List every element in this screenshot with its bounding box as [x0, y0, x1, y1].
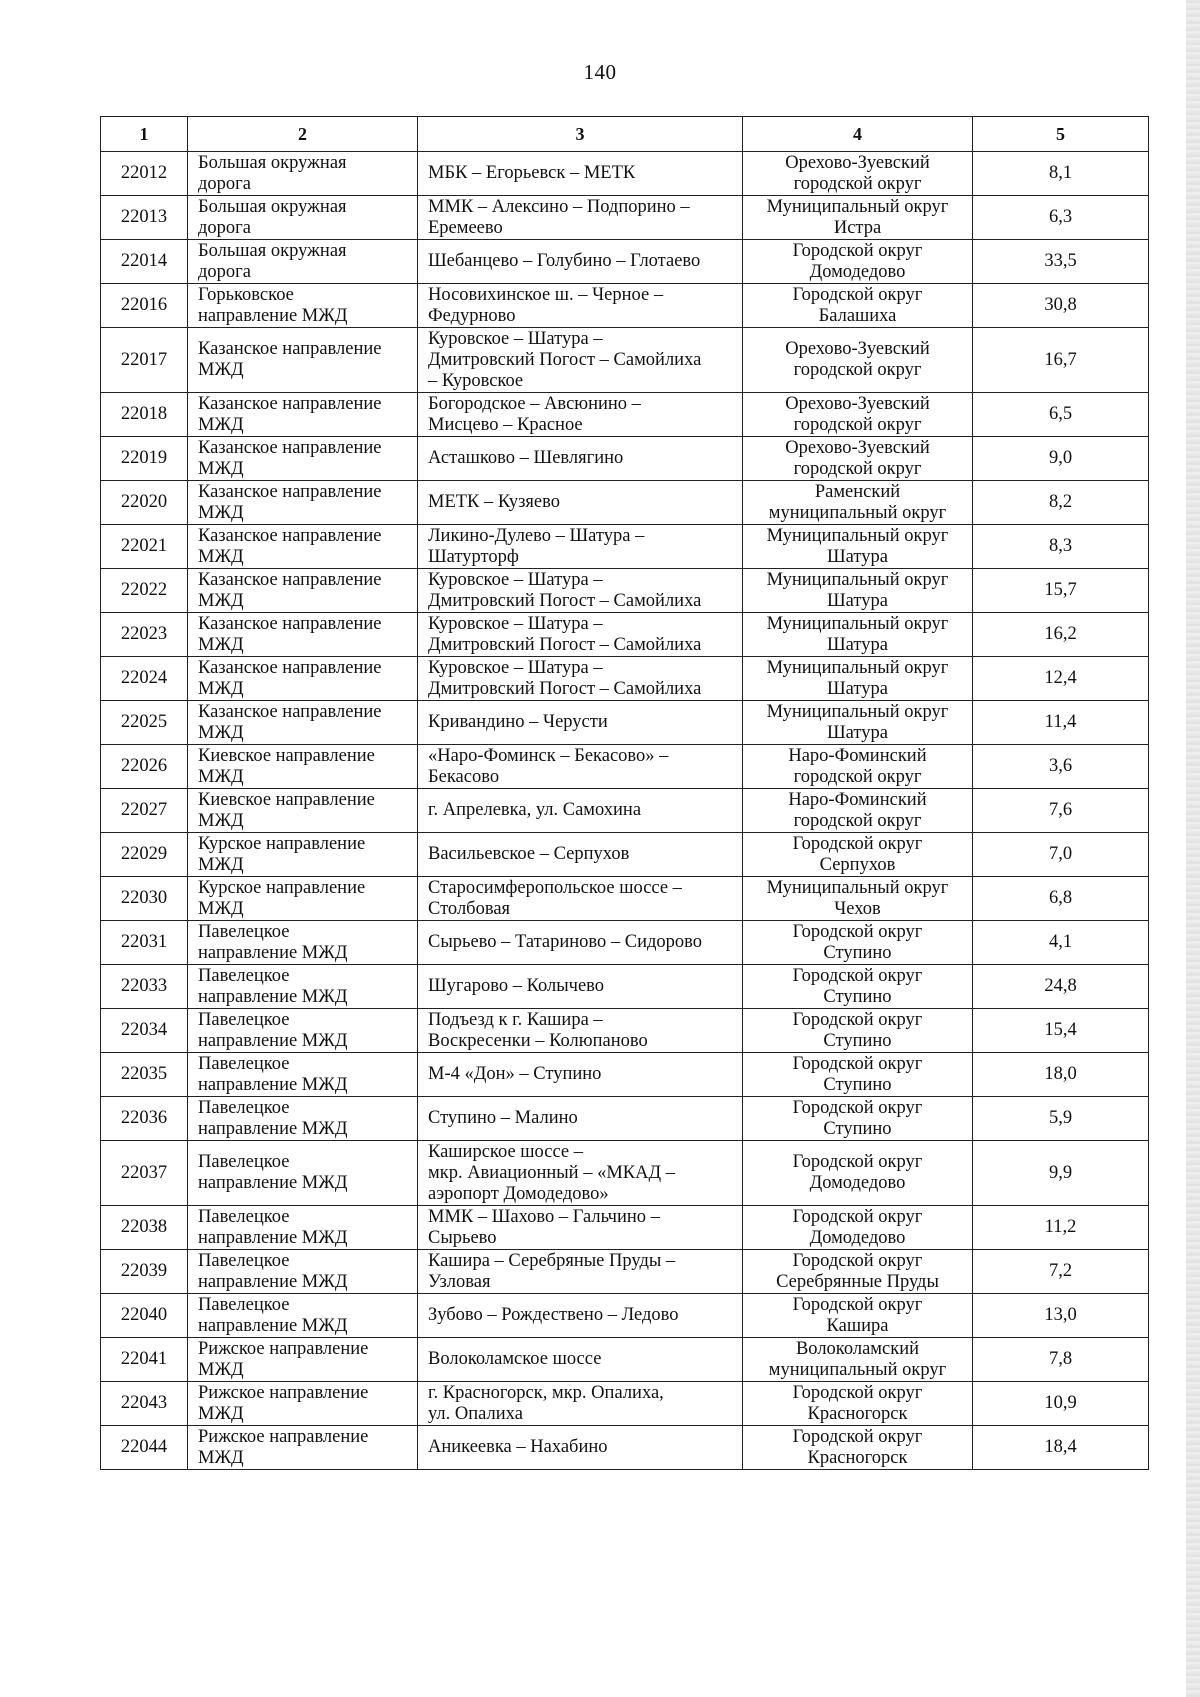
table-row [101, 152, 1149, 196]
district-cell: Городской округ Домодедово [743, 1206, 973, 1250]
code-cell: 22022 [101, 569, 188, 613]
direction-cell: Павелецкое направление МЖД [188, 965, 418, 1009]
table-row [101, 525, 1149, 569]
route-cell: Волоколамское шоссе [418, 1338, 743, 1382]
route-cell: ММК – Шахово – Гальчино – Сырьево [418, 1206, 743, 1250]
district-cell: Городской округ Красногорск [743, 1382, 973, 1426]
code-cell: 22024 [101, 657, 188, 701]
direction-cell: Павелецкое направление МЖД [188, 1206, 418, 1250]
length-cell: 11,2 [973, 1206, 1149, 1250]
route-cell: Аникеевка – Нахабино [418, 1426, 743, 1470]
table-row [101, 1250, 1149, 1294]
code-cell: 22027 [101, 789, 188, 833]
district-cell: Муниципальный округ Истра [743, 196, 973, 240]
direction-cell: Большая окружная дорога [188, 152, 418, 196]
direction-cell: Казанское направление МЖД [188, 437, 418, 481]
route-cell: Подъезд к г. Кашира – Воскресенки – Колюпаново [418, 1009, 743, 1053]
table-header-row [101, 117, 1149, 152]
district-cell: Наро-Фоминский городской округ [743, 745, 973, 789]
code-cell: 22016 [101, 284, 188, 328]
length-cell: 6,5 [973, 393, 1149, 437]
length-cell: 9,9 [973, 1141, 1149, 1206]
route-cell: г. Красногорск, мкр. Опалиха, ул. Опалиха [418, 1382, 743, 1426]
route-cell: Ступино – Малино [418, 1097, 743, 1141]
code-cell: 22030 [101, 877, 188, 921]
length-cell: 7,6 [973, 789, 1149, 833]
route-cell: Кривандино – Черусти [418, 701, 743, 745]
code-cell: 22034 [101, 1009, 188, 1053]
code-cell: 22044 [101, 1426, 188, 1470]
district-cell: Городской округ Балашиха [743, 284, 973, 328]
district-cell: Городской округ Ступино [743, 965, 973, 1009]
length-cell: 11,4 [973, 701, 1149, 745]
table-row [101, 240, 1149, 284]
code-cell: 22041 [101, 1338, 188, 1382]
direction-cell: Большая окружная дорога [188, 196, 418, 240]
table-row [101, 437, 1149, 481]
code-cell: 22039 [101, 1250, 188, 1294]
route-cell: МБК – Егорьевск – МЕТК [418, 152, 743, 196]
route-cell: Богородское – Авсюнино – Мисцево – Красное [418, 393, 743, 437]
table-row [101, 833, 1149, 877]
direction-cell: Киевское направление МЖД [188, 745, 418, 789]
district-cell: Орехово-Зуевский городской округ [743, 393, 973, 437]
direction-cell: Казанское направление МЖД [188, 393, 418, 437]
district-cell: Муниципальный округ Шатура [743, 613, 973, 657]
length-cell: 15,7 [973, 569, 1149, 613]
length-cell: 18,4 [973, 1426, 1149, 1470]
length-cell: 30,8 [973, 284, 1149, 328]
length-cell: 10,9 [973, 1382, 1149, 1426]
route-cell: Сырьево – Татариново – Сидорово [418, 921, 743, 965]
length-cell: 5,9 [973, 1097, 1149, 1141]
code-cell: 22036 [101, 1097, 188, 1141]
table-row [101, 745, 1149, 789]
code-cell: 22017 [101, 328, 188, 393]
direction-cell: Рижское направление МЖД [188, 1382, 418, 1426]
column-header-3: 3 [418, 117, 743, 152]
district-cell: Орехово-Зуевский городской округ [743, 328, 973, 393]
district-cell: Городской округ Кашира [743, 1294, 973, 1338]
direction-cell: Казанское направление МЖД [188, 525, 418, 569]
route-cell: Каширское шоссе – мкр. Авиационный – «МКАД – аэропорт Домодедово» [418, 1141, 743, 1206]
district-cell: Городской округ Серебрянные Пруды [743, 1250, 973, 1294]
length-cell: 7,2 [973, 1250, 1149, 1294]
scan-edge-texture [1186, 0, 1200, 1697]
district-cell: Муниципальный округ Шатура [743, 569, 973, 613]
direction-cell: Киевское направление МЖД [188, 789, 418, 833]
table-row [101, 789, 1149, 833]
district-cell: Наро-Фоминский городской округ [743, 789, 973, 833]
length-cell: 4,1 [973, 921, 1149, 965]
table-row [101, 657, 1149, 701]
code-cell: 22043 [101, 1382, 188, 1426]
route-cell: Куровское – Шатура – Дмитровский Погост – Самойлиха – Куровское [418, 328, 743, 393]
length-cell: 8,3 [973, 525, 1149, 569]
code-cell: 22035 [101, 1053, 188, 1097]
table-row [101, 284, 1149, 328]
district-cell: Муниципальный округ Шатура [743, 701, 973, 745]
district-cell: Раменский муниципальный округ [743, 481, 973, 525]
route-cell: ММК – Алексино – Подпорино – Еремеево [418, 196, 743, 240]
length-cell: 6,8 [973, 877, 1149, 921]
code-cell: 22020 [101, 481, 188, 525]
length-cell: 18,0 [973, 1053, 1149, 1097]
page-number: 140 [583, 60, 617, 84]
column-header-2: 2 [188, 117, 418, 152]
length-cell: 12,4 [973, 657, 1149, 701]
direction-cell: Павелецкое направление МЖД [188, 1141, 418, 1206]
route-cell: М-4 «Дон» – Ступино [418, 1053, 743, 1097]
table-row [101, 569, 1149, 613]
route-cell: Зубово – Рождествено – Ледово [418, 1294, 743, 1338]
code-cell: 22033 [101, 965, 188, 1009]
route-cell: Ликино-Дулево – Шатура – Шатурторф [418, 525, 743, 569]
table-row [101, 328, 1149, 393]
route-cell: Асташково – Шевлягино [418, 437, 743, 481]
length-cell: 8,1 [973, 152, 1149, 196]
code-cell: 22019 [101, 437, 188, 481]
district-cell: Городской округ Домодедово [743, 1141, 973, 1206]
code-cell: 22029 [101, 833, 188, 877]
route-cell: Куровское – Шатура – Дмитровский Погост – Самойлиха [418, 569, 743, 613]
column-header-4: 4 [743, 117, 973, 152]
direction-cell: Казанское направление МЖД [188, 701, 418, 745]
length-cell: 8,2 [973, 481, 1149, 525]
district-cell: Волоколамский муниципальный округ [743, 1338, 973, 1382]
length-cell: 15,4 [973, 1009, 1149, 1053]
route-cell: Шебанцево – Голубино – Глотаево [418, 240, 743, 284]
length-cell: 7,8 [973, 1338, 1149, 1382]
direction-cell: Павелецкое направление МЖД [188, 921, 418, 965]
code-cell: 22037 [101, 1141, 188, 1206]
district-cell: Городской округ Серпухов [743, 833, 973, 877]
direction-cell: Павелецкое направление МЖД [188, 1250, 418, 1294]
code-cell: 22031 [101, 921, 188, 965]
route-cell: Куровское – Шатура – Дмитровский Погост – Самойлиха [418, 613, 743, 657]
table-row [101, 1053, 1149, 1097]
table-row [101, 1338, 1149, 1382]
district-cell: Муниципальный округ Чехов [743, 877, 973, 921]
length-cell: 16,2 [973, 613, 1149, 657]
direction-cell: Павелецкое направление МЖД [188, 1097, 418, 1141]
table-row [101, 1426, 1149, 1470]
code-cell: 22013 [101, 196, 188, 240]
length-cell: 7,0 [973, 833, 1149, 877]
length-cell: 33,5 [973, 240, 1149, 284]
code-cell: 22014 [101, 240, 188, 284]
route-cell: Васильевское – Серпухов [418, 833, 743, 877]
direction-cell: Павелецкое направление МЖД [188, 1294, 418, 1338]
table-row [101, 1141, 1149, 1206]
table-row [101, 196, 1149, 240]
direction-cell: Павелецкое направление МЖД [188, 1053, 418, 1097]
table-row [101, 1382, 1149, 1426]
district-cell: Муниципальный округ Шатура [743, 525, 973, 569]
table-row [101, 921, 1149, 965]
district-cell: Орехово-Зуевский городской округ [743, 437, 973, 481]
code-cell: 22018 [101, 393, 188, 437]
length-cell: 24,8 [973, 965, 1149, 1009]
direction-cell: Рижское направление МЖД [188, 1338, 418, 1382]
district-cell: Орехово-Зуевский городской округ [743, 152, 973, 196]
table-row [101, 877, 1149, 921]
table-row [101, 1009, 1149, 1053]
length-cell: 13,0 [973, 1294, 1149, 1338]
route-cell: Куровское – Шатура – Дмитровский Погост – Самойлиха [418, 657, 743, 701]
column-header-5: 5 [973, 117, 1149, 152]
length-cell: 16,7 [973, 328, 1149, 393]
code-cell: 22038 [101, 1206, 188, 1250]
route-cell: «Наро-Фоминск – Бекасово» – Бекасово [418, 745, 743, 789]
code-cell: 22012 [101, 152, 188, 196]
route-cell: Носовихинское ш. – Черное – Федурново [418, 284, 743, 328]
table-row [101, 965, 1149, 1009]
table-row [101, 1097, 1149, 1141]
code-cell: 22021 [101, 525, 188, 569]
direction-cell: Рижское направление МЖД [188, 1426, 418, 1470]
length-cell: 9,0 [973, 437, 1149, 481]
direction-cell: Горьковское направление МЖД [188, 284, 418, 328]
code-cell: 22023 [101, 613, 188, 657]
table-row [101, 701, 1149, 745]
table-body [101, 152, 1149, 1470]
direction-cell: Большая окружная дорога [188, 240, 418, 284]
table-row [101, 613, 1149, 657]
direction-cell: Казанское направление МЖД [188, 481, 418, 525]
table-row [101, 393, 1149, 437]
table-row [101, 1294, 1149, 1338]
route-cell: Шугарово – Колычево [418, 965, 743, 1009]
district-cell: Городской округ Ступино [743, 1053, 973, 1097]
code-cell: 22025 [101, 701, 188, 745]
direction-cell: Павелецкое направление МЖД [188, 1009, 418, 1053]
route-cell: МЕТК – Кузяево [418, 481, 743, 525]
district-cell: Городской округ Ступино [743, 1097, 973, 1141]
direction-cell: Казанское направление МЖД [188, 328, 418, 393]
direction-cell: Казанское направление МЖД [188, 657, 418, 701]
route-cell: г. Апрелевка, ул. Самохина [418, 789, 743, 833]
route-cell: Кашира – Серебряные Пруды – Узловая [418, 1250, 743, 1294]
code-cell: 22026 [101, 745, 188, 789]
table-row [101, 1206, 1149, 1250]
district-cell: Городской округ Ступино [743, 921, 973, 965]
table-row [101, 481, 1149, 525]
district-cell: Муниципальный округ Шатура [743, 657, 973, 701]
direction-cell: Курское направление МЖД [188, 833, 418, 877]
route-cell: Старосимферопольское шоссе – Столбовая [418, 877, 743, 921]
district-cell: Городской округ Красногорск [743, 1426, 973, 1470]
district-cell: Городской округ Домодедово [743, 240, 973, 284]
direction-cell: Казанское направление МЖД [188, 569, 418, 613]
district-cell: Городской округ Ступино [743, 1009, 973, 1053]
roads-table [100, 116, 1149, 1470]
direction-cell: Курское направление МЖД [188, 877, 418, 921]
length-cell: 6,3 [973, 196, 1149, 240]
direction-cell: Казанское направление МЖД [188, 613, 418, 657]
length-cell: 3,6 [973, 745, 1149, 789]
column-header-1: 1 [101, 117, 188, 152]
code-cell: 22040 [101, 1294, 188, 1338]
